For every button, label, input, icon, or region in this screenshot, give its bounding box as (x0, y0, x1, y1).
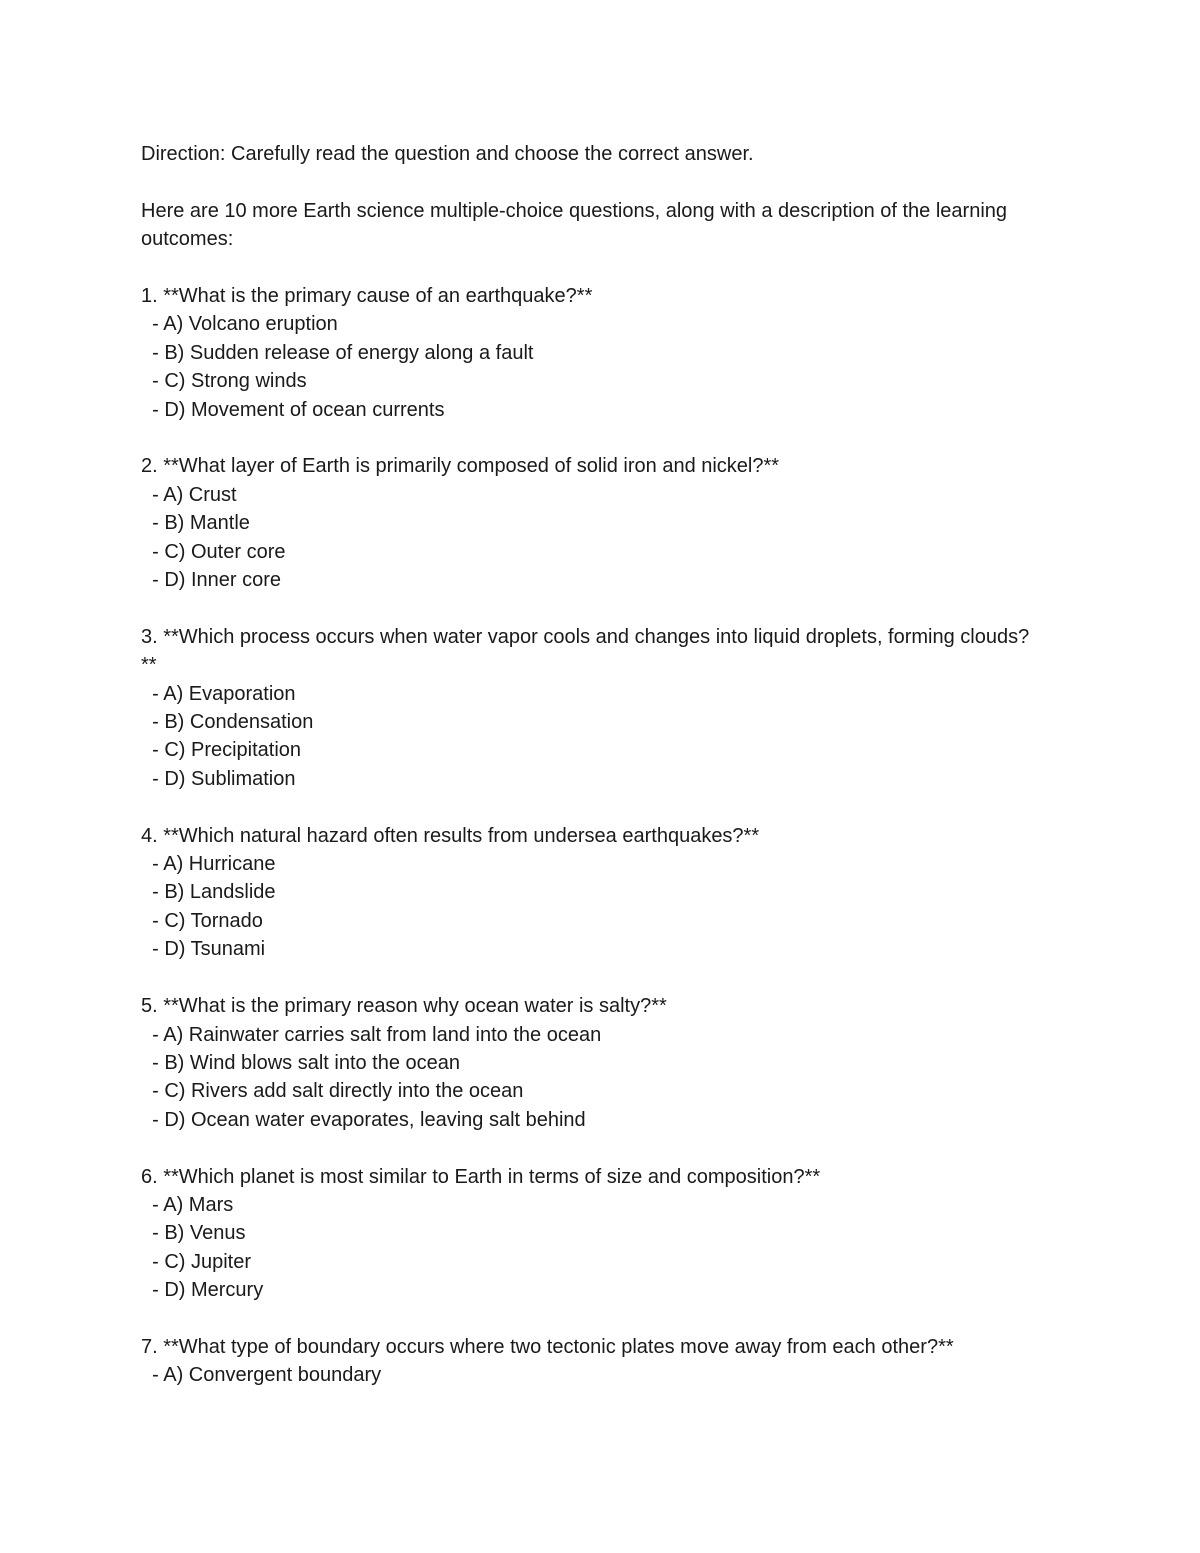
question-text: 7. **What type of boundary occurs where two tectonic plates move away from each other?** (141, 1335, 954, 1358)
option-c: - C) Outer core (141, 540, 286, 563)
question-text: 1. **What is the primary cause of an earthquake?** (141, 285, 593, 307)
question-text: 2. **What layer of Earth is primarily composed of solid iron and nickel?** (141, 455, 780, 478)
option-a: - A) Hurricane (141, 853, 276, 876)
option-b: - B) Wind blows salt into the ocean (141, 1051, 461, 1074)
question-text: 4. **Which natural hazard often results from undersea earthquakes?** (141, 824, 760, 847)
question-text: 6. **Which planet is most similar to Earth in terms of size and composition?** (141, 1165, 821, 1188)
option-a: - A) Volcano eruption (141, 313, 338, 336)
question-2 (141, 452, 1041, 594)
question-text: 5. **What is the primary reason why ocean water is salty?** (141, 995, 667, 1018)
question-1 (141, 282, 1041, 424)
option-list (141, 481, 1041, 595)
option-c: - C) Rivers add salt directly into the ocean (141, 1080, 524, 1103)
option-b: - B) Landslide (141, 881, 276, 904)
question-3 (141, 623, 1041, 793)
direction-text: Direction: Carefully read the question and choose the correct answer. (141, 143, 754, 165)
option-d: - D) Mercury (141, 1279, 264, 1302)
option-d: - D) Ocean water evaporates, leaving salt behind (141, 1108, 586, 1131)
option-a: - A) Evaporation (141, 682, 296, 705)
option-c: - C) Tornado (141, 909, 263, 932)
option-d: - D) Sublimation (141, 767, 296, 790)
option-a: - A) Crust (141, 483, 237, 506)
option-c: - C) Jupiter (141, 1250, 252, 1273)
option-list (141, 1021, 1041, 1135)
option-a: - A) Rainwater carries salt from land into the ocean (141, 1023, 602, 1046)
option-c: - C) Precipitation (141, 739, 302, 762)
intro-text: Here are 10 more Earth science multiple-choice questions, along with a description of the learning outcomes: (141, 199, 1013, 251)
question-6 (141, 1163, 1041, 1305)
option-list (141, 680, 1041, 794)
option-d: - D) Movement of ocean currents (141, 398, 445, 421)
option-c: - C) Strong winds (141, 370, 307, 393)
question-text: 3. **Which process occurs when water vapor cools and changes into liquid droplets, forming clouds?** (141, 625, 1030, 677)
option-b: - B) Condensation (141, 711, 314, 734)
option-b: - B) Mantle (141, 512, 250, 535)
option-list (141, 310, 1041, 424)
question-7 (141, 1333, 1041, 1390)
option-a: - A) Mars (141, 1193, 234, 1216)
option-b: - B) Venus (141, 1222, 246, 1245)
document-body (141, 140, 1041, 1418)
question-4 (141, 822, 1041, 964)
option-d: - D) Inner core (141, 569, 282, 592)
option-list (141, 850, 1041, 964)
question-5 (141, 992, 1041, 1134)
option-list (141, 1361, 1041, 1389)
option-list (141, 1191, 1041, 1305)
option-b: - B) Sudden release of energy along a fault (141, 341, 534, 364)
option-d: - D) Tsunami (141, 938, 266, 961)
option-a: - A) Convergent boundary (141, 1364, 382, 1387)
